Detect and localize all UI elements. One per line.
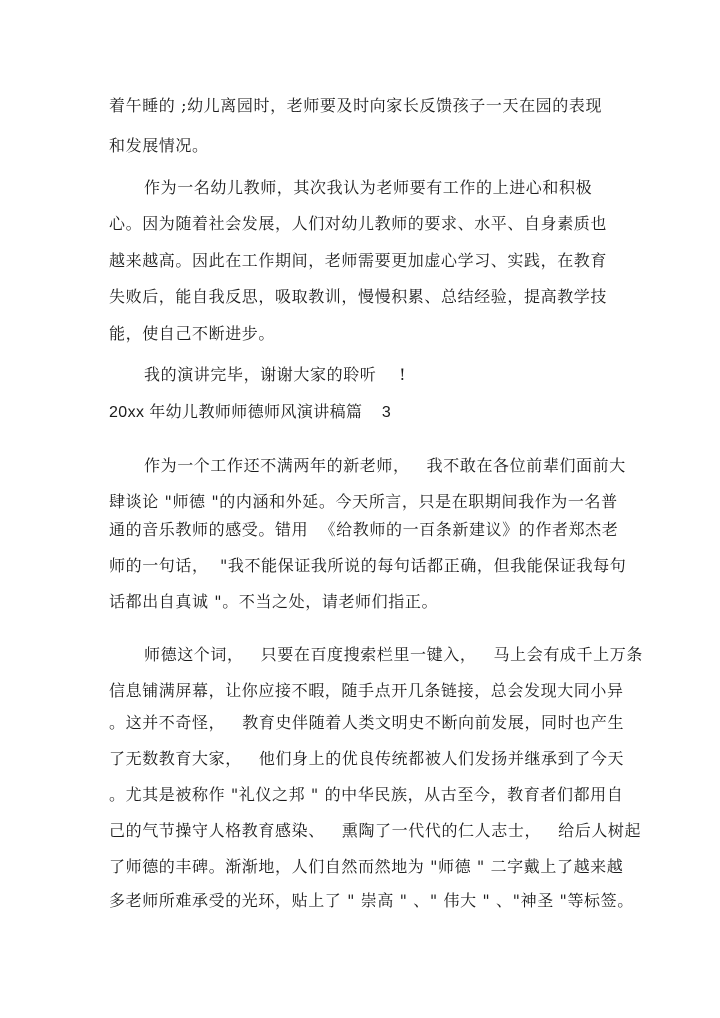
text-line: 师德这个词， 只要在百度搜索栏里一键入， 马上会有成千上万条	[144, 645, 643, 664]
text-line: 失败后，能自我反思，吸取教训，慢慢积累、总结经验，提高教学技	[109, 287, 608, 306]
text-line: 多老师所难承受的光环，贴上了 " 崇高 " 、" 伟大 " 、"神圣 "等标签。	[109, 891, 634, 910]
text-line: 了无数教育大家， 他们身上的优良传统都被人们发扬并继承到了今天	[109, 749, 625, 768]
text-line: 信息铺满屏幕，让你应接不暇，随手点开几条链接，总会发现大同小异	[109, 681, 624, 700]
text-line: 越来越高。因此在工作期间，老师需要更加虚心学习、实践，在教育	[109, 251, 608, 270]
text-line: 己的气节操守人格教育感染、 熏陶了一代代的仁人志士， 给后人树起	[109, 821, 642, 840]
text-line: 作为一名幼儿教师，其次我认为老师要有工作的上进心和积极	[144, 178, 593, 197]
text-line: 。这并不奇怪， 教育史伴随着人类文明史不断向前发展，同时也产生	[109, 713, 625, 732]
text-line: 师的一句话， "我不能保证我所说的每句话都正确，但我能保证我每句	[109, 556, 627, 575]
text-line: 肆谈论 "师德 "的内涵和外延。今天所言，只是在职期间我作为一名普	[109, 492, 618, 511]
text-line: 心。因为随着社会发展，人们对幼儿教师的要求、水平、自身素质也	[109, 214, 608, 233]
section-heading: 20xx 年幼儿教师师德师风演讲稿篇 3	[109, 404, 392, 421]
text-line: 和发展情况。	[109, 136, 209, 155]
text-line: 着午睡的 ;幼儿离园时，老师要及时向家长反馈孩子一天在园的表现	[109, 96, 603, 115]
text-line: 了师德的丰碑。渐渐地，人们自然而然地为 "师德 " 二字戴上了越来越	[109, 857, 624, 876]
text-line: 作为一个工作还不满两年的新老师， 我不敢在各位前辈们面前大	[144, 456, 626, 475]
text-line: 。尤其是被称作 "礼仪之邦 " 的中华民族，从古至今，教育者们都用自	[109, 785, 624, 804]
text-line: 话都出自真诚 "。不当之处，请老师们指正。	[109, 592, 439, 611]
text-line: 通的音乐教师的感受。错用 《给教师的一百条新建议》的作者郑杰老	[109, 520, 619, 539]
text-line: 能，使自己不断进步。	[109, 324, 276, 343]
closing-line: 我的演讲完毕，谢谢大家的聆听 !	[144, 365, 407, 384]
